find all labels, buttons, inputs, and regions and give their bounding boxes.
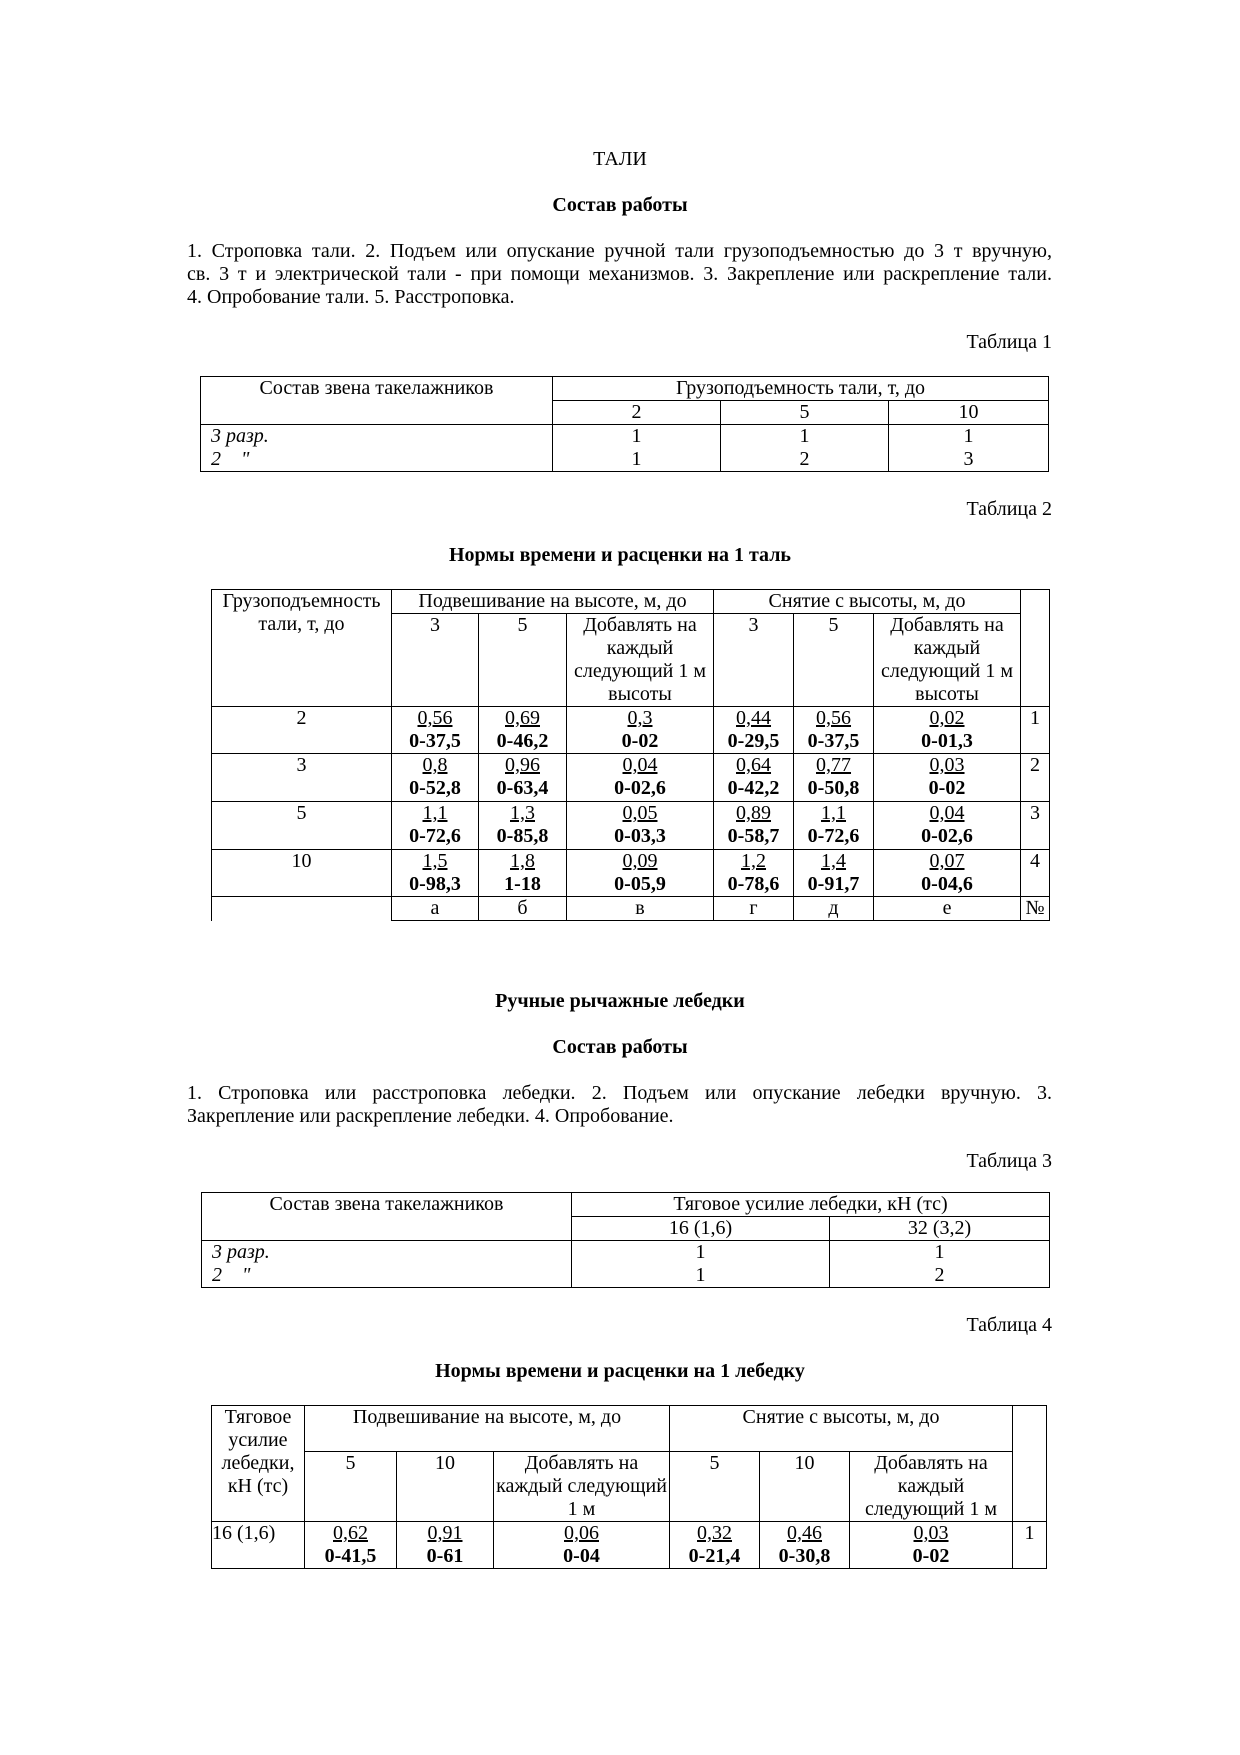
subheader: Добавлять на каждый следующий 1 м [850,1452,1013,1522]
row-number: 2 [1021,754,1050,802]
subheader: 3 [714,614,794,707]
norm-time: 1,1 [821,802,847,824]
norm-time: 1,5 [422,850,448,872]
norm-rate: 0-72,6 [409,825,461,847]
crew-count: 1 [572,1241,830,1265]
norm-rate: 0-58,7 [727,825,780,847]
row-number: 3 [1021,802,1050,850]
subheader: 5 [479,614,567,707]
header-number [1021,590,1050,707]
norm-rate: 1-18 [504,873,541,895]
header-remove: Снятие с высоты, м, до [670,1406,1013,1452]
norm-time: 0,8 [422,754,448,776]
header-crew: Состав звена такелажников [201,377,553,425]
norm-rate: 0-78,6 [727,873,780,895]
header-crew: Состав звена такелажников [202,1193,572,1241]
norm-time: 1,2 [741,850,767,872]
crew-grade: 3 разр. [212,1241,270,1263]
work-line: Закрепление или раскрепление лебедки. 4. Опробование. [187,1105,674,1127]
header-hang: Подвешивание на высоте, м, до [392,590,714,614]
crew-count: 2 [721,448,889,472]
table-caption: Таблица 3 [966,1150,1052,1172]
norm-rate: 0-98,3 [409,873,461,895]
crew-count: 2 [830,1264,1050,1288]
norm-rate: 0-02 [912,1545,950,1567]
norm-time: 0,77 [816,754,852,776]
norm-time: 1,8 [510,850,535,872]
column-letter: е [874,897,1021,921]
capacity-cell: 5 [721,401,889,425]
norm-rate: 0-85,8 [496,825,549,847]
norm-rate: 0-61 [426,1545,464,1567]
subheader: 3 [392,614,479,707]
table-caption: Таблица 2 [966,498,1052,520]
norm-rate: 0-03,3 [614,825,666,847]
norm-rate: 0-04 [563,1545,600,1567]
row-number: 4 [1021,850,1050,897]
table-row [212,1522,1047,1569]
crew-count: 1 [572,1264,830,1288]
subheader: 10 [397,1452,494,1522]
subheader: Добавлять на каждый следующий 1 м высоты [874,614,1021,707]
norms-table-hoists [211,589,1050,921]
norm-rate: 0-41,5 [324,1545,377,1567]
norm-time: 0,32 [697,1522,733,1544]
table-caption: Таблица 1 [966,331,1052,353]
section-title: Ручные рычажные лебедки [495,990,745,1012]
norm-time: 1,1 [422,802,448,824]
norm-rate: 0-50,8 [807,777,860,799]
table-row [212,707,1050,754]
norm-rate: 0-37,5 [807,730,860,752]
section-title: ТАЛИ [593,148,647,170]
norm-time: 0,56 [816,707,852,729]
norm-rate: 0-02 [621,730,659,752]
header-force: Тяговое усилие лебедки, кН (тс) [212,1406,305,1522]
norm-time: 0,03 [913,1522,949,1544]
norm-rate: 0-29,5 [727,730,780,752]
capacity-cell: 10 [889,401,1049,425]
norm-time: 0,56 [417,707,453,729]
subheader: Добавлять на каждый следующий 1 м высоты [567,614,714,707]
norm-rate: 0-46,2 [496,730,549,752]
norm-time: 0,96 [505,754,540,776]
subheader: Добавлять на каждый следующий 1 м [494,1452,670,1522]
column-number-sign: № [1021,897,1050,921]
norm-rate: 0-42,2 [727,777,780,799]
footer-empty [212,897,392,921]
capacity-cell: 2 [212,707,392,754]
header-force: Тяговое усилие лебедки, кН (тс) [572,1193,1050,1217]
crew-grade: 2 " [211,448,250,470]
norm-time: 0,91 [427,1522,463,1544]
norm-time: 0,06 [564,1522,599,1544]
table-title: Нормы времени и расценки на 1 таль [448,544,792,566]
norm-rate: 0-02,6 [614,777,666,799]
norm-time: 0,89 [736,802,772,824]
norm-rate: 0-01,3 [921,730,973,752]
crew-count: 1 [721,425,889,449]
crew-table-hoists [200,376,1049,472]
norm-rate: 0-72,6 [807,825,860,847]
norm-time: 1,4 [821,850,847,872]
norms-table-winches [211,1405,1047,1569]
norm-rate: 0-52,8 [409,777,461,799]
work-description [187,240,1052,309]
table-title: Нормы времени и расценки на 1 лебедку [435,1360,805,1382]
row-number: 1 [1013,1522,1047,1569]
column-letter: а [392,897,479,921]
norm-rate: 0-91,7 [807,873,860,895]
norm-time: 0,62 [333,1522,368,1544]
work-description [187,1082,1052,1128]
norm-time: 0,07 [929,850,965,872]
crew-count: 1 [830,1241,1050,1265]
norm-time: 0,03 [929,754,965,776]
crew-grade: 3 разр. [211,425,269,447]
header-capacity: Грузоподъемность тали, т, до [212,590,392,707]
norm-time: 0,46 [787,1522,823,1544]
header-number [1013,1406,1047,1522]
work-heading: Состав работы [552,1036,688,1058]
capacity-cell: 10 [212,850,392,897]
norm-time: 0,64 [736,754,772,776]
row-number: 1 [1021,707,1050,754]
header-remove: Снятие с высоты, м, до [714,590,1021,614]
crew-count: 1 [553,448,721,472]
table-row [212,754,1050,802]
column-letter: б [479,897,567,921]
header-capacity: Грузоподъемность тали, т, до [553,377,1049,401]
work-heading: Состав работы [552,194,688,216]
table-row [212,802,1050,850]
table-caption: Таблица 4 [966,1314,1052,1336]
column-letter: в [567,897,714,921]
work-line: св. 3 т и электрической тали - при помощи механизмов. 3. Закрепление или раскрепление тали. [187,263,1052,285]
norm-rate: 0-02,6 [921,825,973,847]
norm-rate: 0-63,4 [496,777,549,799]
crew-grade: 2 " [212,1264,251,1286]
crew-count: 1 [889,425,1049,449]
capacity-cell: 2 [553,401,721,425]
table-row [212,850,1050,897]
header-hang: Подвешивание на высоте, м, до [305,1406,670,1452]
norm-time: 0,09 [622,850,658,872]
norm-time: 0,04 [622,754,658,776]
norm-rate: 0-21,4 [688,1545,741,1567]
norm-time: 0,05 [622,802,658,824]
norm-time: 0,04 [929,802,965,824]
norm-time: 0,02 [929,707,965,729]
crew-table-winches [201,1192,1050,1288]
norm-time: 0,69 [505,707,540,729]
crew-count: 3 [889,448,1049,472]
capacity-cell: 5 [212,802,392,850]
work-line: 4. Опробование тали. 5. Расстроповка. [187,286,515,308]
norm-time: 0,3 [627,707,653,729]
work-line: 1. Строповка тали. 2. Подъем или опускание ручной тали грузоподъемностью до 3 т вручную, [187,240,1052,262]
force-cell: 32 (3,2) [830,1217,1050,1241]
norm-rate: 0-02 [928,777,966,799]
subheader: 5 [305,1452,397,1522]
norm-rate: 0-04,6 [921,873,973,895]
column-letter: г [714,897,794,921]
norm-rate: 0-05,9 [614,873,666,895]
norm-time: 1,3 [510,802,535,824]
capacity-cell: 3 [212,754,392,802]
subheader: 10 [760,1452,850,1522]
norm-rate: 0-30,8 [778,1545,831,1567]
column-letter: д [794,897,874,921]
force-cell: 16 (1,6) [572,1217,830,1241]
force-cell: 16 (1,6) [212,1522,305,1569]
crew-count: 1 [553,425,721,449]
subheader: 5 [670,1452,760,1522]
norm-rate: 0-37,5 [409,730,461,752]
norm-time: 0,44 [736,707,772,729]
subheader: 5 [794,614,874,707]
work-line: 1. Строповка или расстроповка лебедки. 2. Подъем или опускание лебедки вручную. 3. [187,1082,1052,1104]
